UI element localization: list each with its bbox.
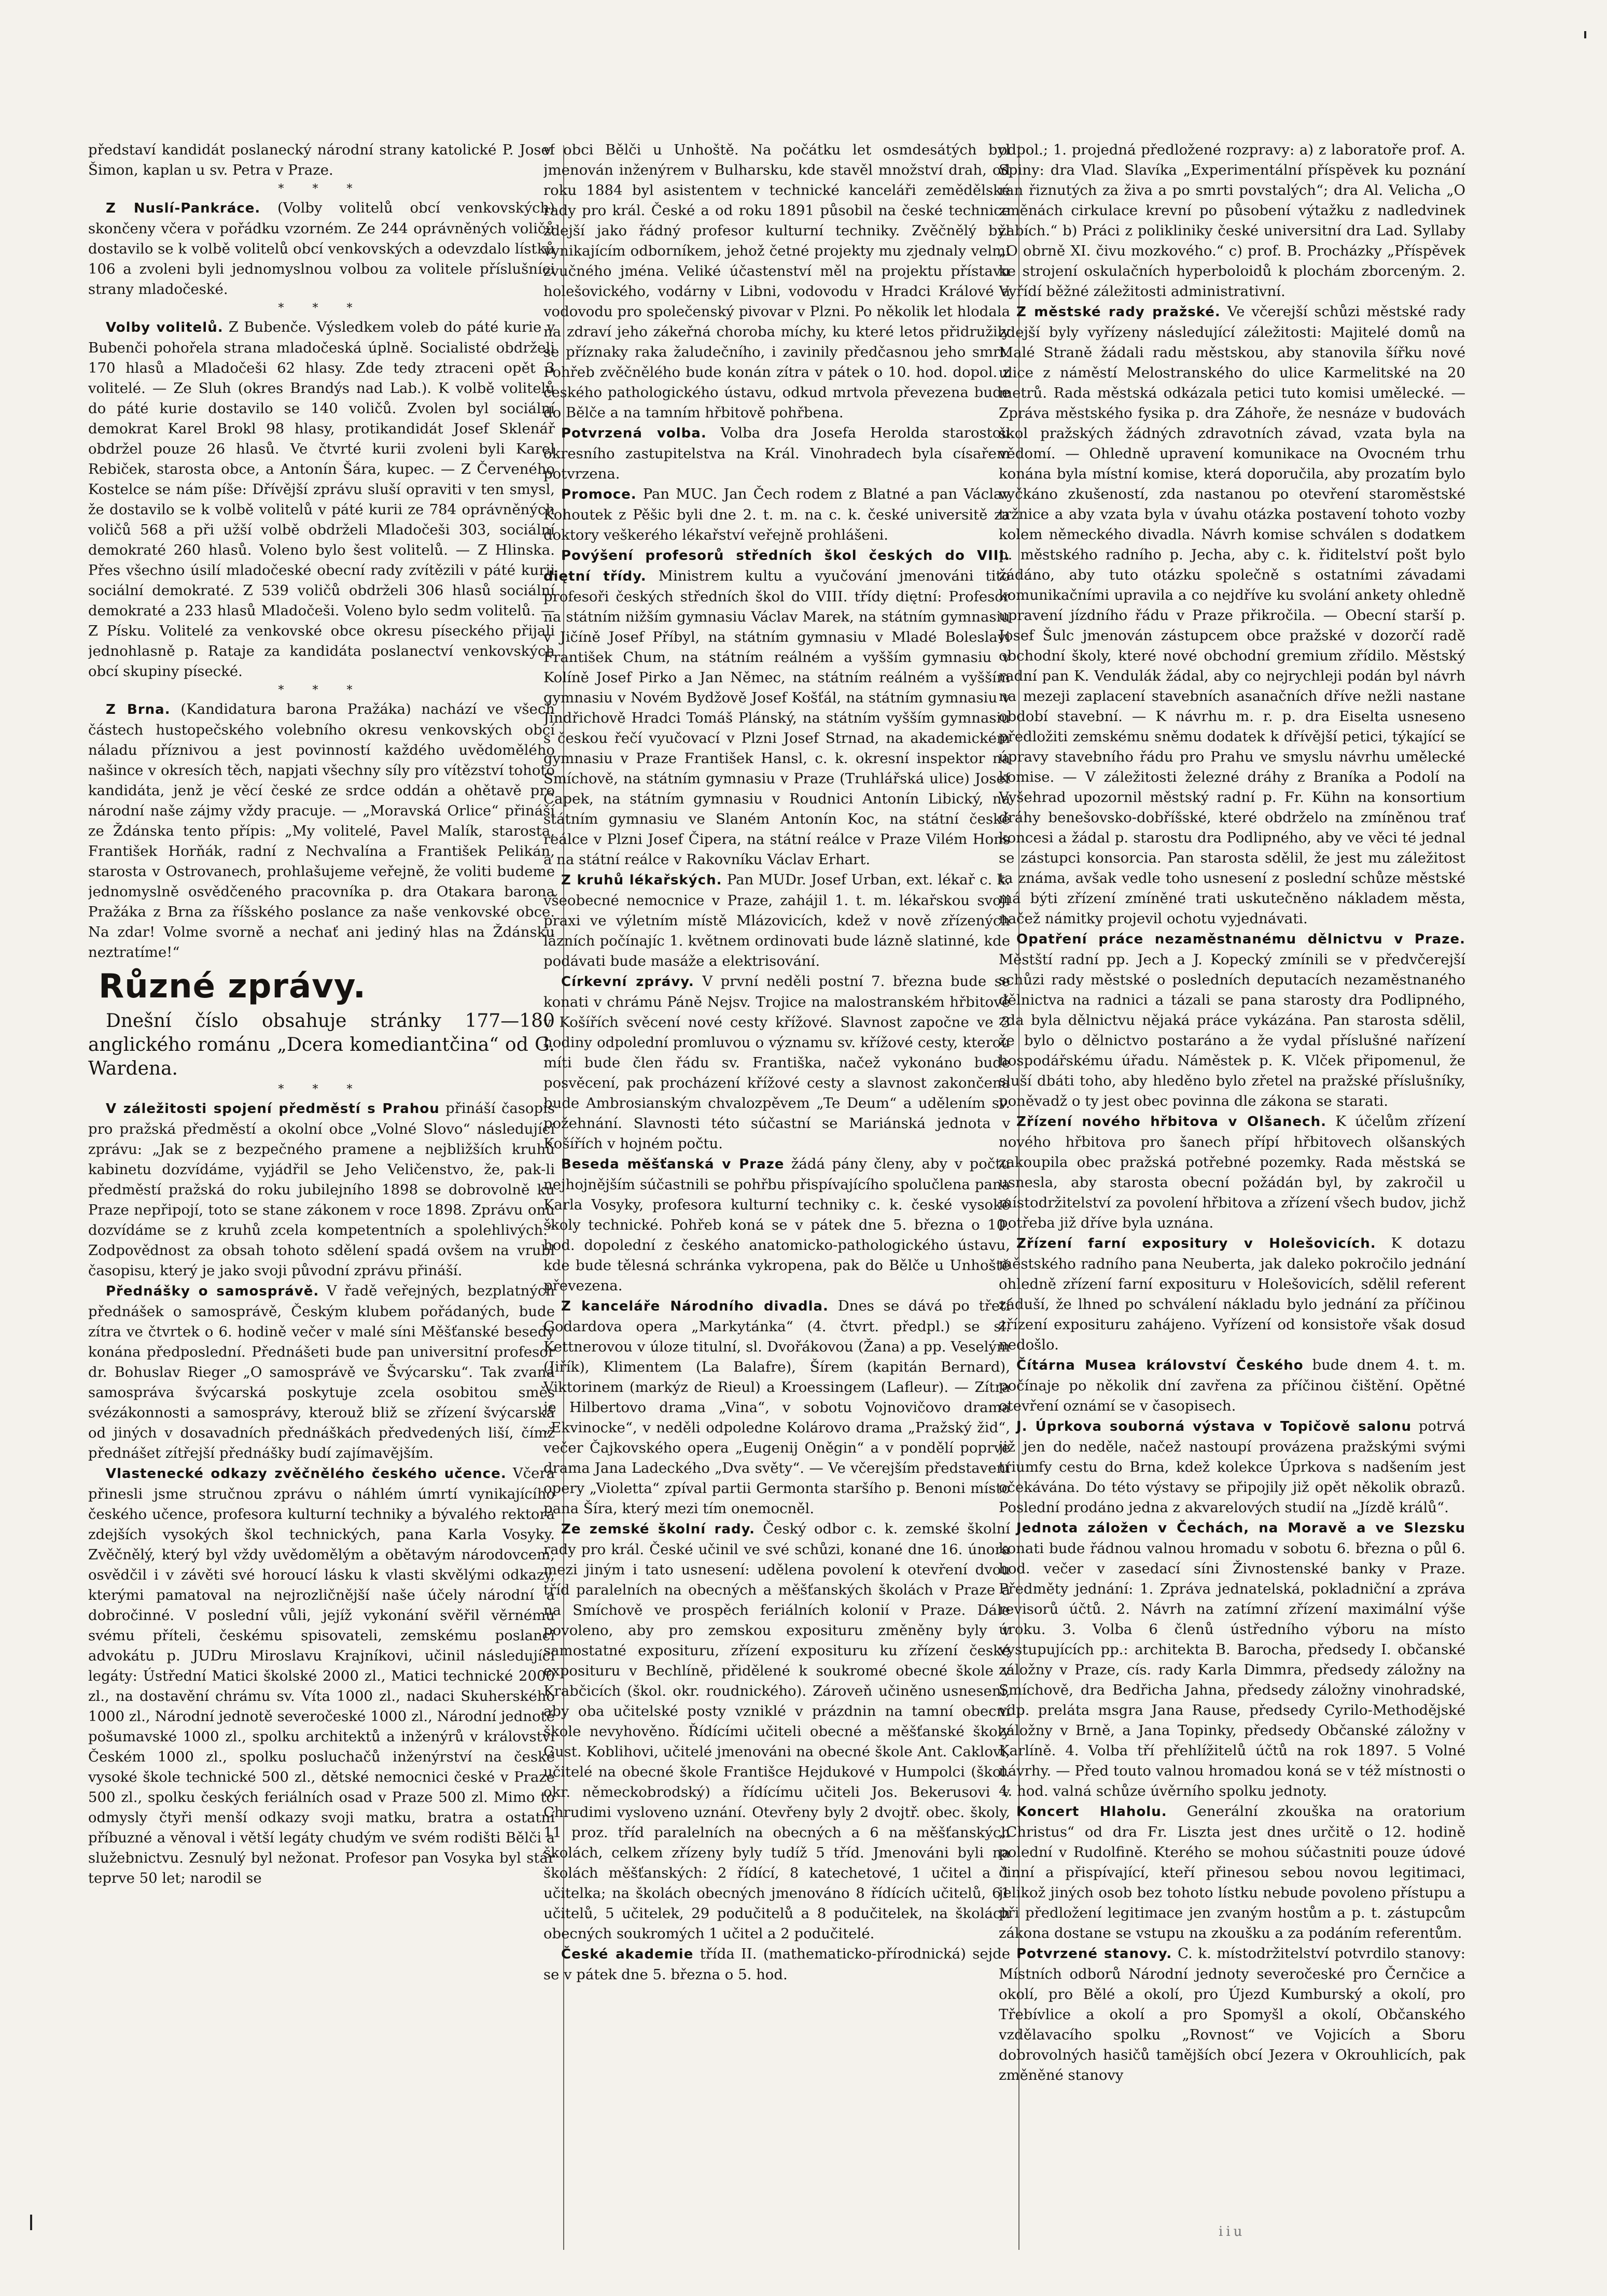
article-heading: Církevní zprávy. bbox=[561, 974, 694, 990]
article-body: V první neděli postní 7. března bude se konati v chrámu Páně Nejsv. Trojice na malostranském hřbitově v Košířích svěcení nové cesty křížové. Slavnost započne ve 3 hodiny odpolední promluvou o významu sv. křížové cesty, kterou míti bude člen řádu sv. Františka, načež vykonáno bude posvěcení, pak procházení křížové cesty a slavnost zakončena bude Ambrosianským chvalozpěvem „Te Deum“ a udělením sv. požehnání. Slavnosti této súčastní se Mariánská jednota v Košířích v hojném počtu. bbox=[543, 973, 1010, 1152]
article-body: Český odbor c. k. zemské školní rady pro král. České učinil ve své schůzi, konané dne 16. února mezi jiným i tato usnesení: udělena povolení k otevření dvou tříd paralelních na obecných a měšťanských školách v Praze a na Smíchově ve prospěch feriálních kolonií v Praze. Dále povoleno, aby pro zemskou exposituru změněny byly v samostatné exposituru, zřízení exposituru ku zřízení české exposituru v Bechlíně, přidělené k soukromé obecné škole v Krabčicích (škol. okr. roudnického). Zároveň učiněno usnesení, aby oba učitelské posty vzniklé v prázdnin na tamní obecní škole nevyhověno. Řídícími učiteli obecné a měšťanské školy Gust. Koblihovi, učitelé jmenováni na obecné škole Ant. Caklovi, učitelé na obecné škole Františce Hejdukové v Humpolci (škol. okr. německobrodský) a řídícímu učiteli Jos. Bekerusovi v Chrudimi vysloveno uznání. Otevřeny byly 2 dvojtř. obec. školy, 11 proz. tříd paralelních na obecných a 6 na měšťanských školách, celkem zřízeny byly tudíž 5 tříd. Jmenováni byli na školách měšťanských: 2 řídící, 8 katechetové, 1 učitel a 1 učitelka; na školách obecných jmenováno 8 řídících učitelů, 61 učitelů, 5 učitelek, 29 podučitelů a 8 podučitelek, na školách obecných soukromých 1 učitel a 2 podučitelé. bbox=[543, 1520, 1010, 1942]
corner-mark bbox=[1584, 31, 1586, 38]
article-body: Pan MUDr. Josef Urban, ext. lékař c. k. všeobecné nemocnice v Praze, zahájil 1. t. m. lékařskou svoji praxi ve výletním místě Mlázovicích, kdež v nově zřízených lázních počínajíc 1. květnem ordinovati bude lázně slatinné, kde podávati bude masáže a elektrisování. bbox=[543, 871, 1010, 969]
article-paragraph: odpol.; 1. projedná předložené rozpravy: a) z laboratoře prof. A. Spiny: dra Vlad. Slavíka „Experimentální příspěvek ku poznání ran řiznutých za živa a po smrti povstalých“; dra Al. Velicha „O změnách cirkulace krevní po působení výtažku z nadledvinek žabích.“ b) Práci z polikliniky české universitní dra Lad. Syllaby „O obrně XI. čivu mozkového.“ c) prof. B. Procházky „Příspěvek ke strojení oskulačních hyperboloidů k plochám zborceným. 2. Vyřídí běžné záležitosti administrativní. bbox=[999, 142, 1465, 300]
article-heading: Zřízení nového hřbitova v Olšanech. bbox=[1016, 1114, 1326, 1130]
article-expositura bbox=[999, 1233, 1465, 1355]
article-body: (Volby volitelů obcí venkovských) skončeny včera v pořádku vzorném. Ze 244 oprávněných voličů dostavilo se k volbě volitelů obcí venkovských a odevzdalo lístků 106 a zvoleni byli jednomyslnou volbou za volitele příslušníci strany mladočeské. bbox=[88, 200, 555, 298]
article-heading: Jednota záložen v Čechách, na Moravě a ve Slezsku bbox=[1016, 1520, 1465, 1536]
article-heading: České akademie bbox=[561, 1947, 694, 1962]
article-profesori bbox=[543, 545, 1010, 870]
article-body: Ve včerejší schůzi městské rady zdejší byly vyřízeny následující záležitosti: Majitelé domů na Malé Straně žádali radu městskou, aby stanovila šířku nové ulice z náměstí Melostranského do ulice Karmelitské na 20 metrů. Rada městská odkázala petici tuto komisi umělecké. — Zpráva městského fysika p. dra Záhoře, že nesnáze v budovách škol pražských žádných zdravotních závad, vzata byla na vědomí. — Ohledně upravení komunikace na Ovocném trhu konána byla místní komise, která doporučila, aby prozatím bylo vyčkáno zkušeností, zda nastanou po otevření staroměstské tržnice a aby vzata byla v úvahu otázka postavení tohoto vozby kolem německého divadla. Návrh komise schválen s dodatkem p. městského radního p. Jecha, aby c. k. řiditelství pošt bylo žádáno, aby tuto otázku společně s ostatními závadami komunikačními upravila a co nejdříve ku svolání ankety ohledně upravení jízdního řádu v Praze přikročila. — Obecní starší p. Josef Šulc jmenován zástupcem obce pražské v dozorčí radě obchodní školy, které nové obchodní gremium zřídilo. Městský radní pan K. Vendulák žádal, aby co nejrychleji podán byl návrh na mezeji zaplacení stavebních asanačních dříve nežli nastane období stavební. — K návrhu m. r. p. dra Eiselta usneseno předložiti zemskému sněmu dodatek k dřívější petici, týkající se úpravy stavebního řádu pro Prahu ve smyslu návrhu umělecké komise. — V záležitosti železné dráhy z Braníka a Podolí na Vyšehrad upozornil městský radní p. Fr. Kühn na konsortium dráhy benešovsko-dobříšské, které obdrželo na zmíněnou trať koncesi a žádal p. starostu dra Podlipného, aby ve věci té jednal se zástupci konsorcia. Pan starosta sdělil, že jest mu záležitost ta známa, avšak vedle toho usnesení z poslední schůze městské má býti zřízení zmíněné trati uskutečněno nákladem města, načež námitky projevil ochotu vyjednávati. bbox=[999, 303, 1465, 927]
article-upka bbox=[999, 1416, 1465, 1518]
article-beseda bbox=[543, 1154, 1010, 1296]
article-heading: Promoce. bbox=[561, 487, 637, 502]
article-heading: Z Brna. bbox=[106, 702, 171, 717]
article-heading: Potvrzené stanovy. bbox=[1016, 1946, 1172, 1962]
article-body: žádá pány členy, aby v počtu nejhojnějším súčastnili se pohřbu přispívajícího spolučlena pana Karla Vosyky, profesora kulturní techniky c. k. české vysoké školy technické. Pohřeb koná se v pátek dne 5. března o 10. hod. dopolední z českého anatomicko-pathologického ústavu, kde bude tělesná schránka vykropena, pak do Bělče u Unhoště převezena. bbox=[543, 1156, 1010, 1294]
section-title: Různé zprávy. bbox=[99, 967, 367, 1006]
article-body: potrvá již jen do neděle, načež nastoupí provázena pražskými svými triumfy cestu do Brna, kdež kolekce Úprkova s nadšením jest očekávána. Do této výstavy se připojily již opět několik obrazů. Poslední prodáno jedna z akvarelových studií na „Jízdě králů“. bbox=[999, 1418, 1465, 1516]
article-heading: Zřízení farní expositury v Holešovicích. bbox=[1016, 1236, 1376, 1251]
article-paragraph: v obci Bělči u Unhoště. Na počátku let osmdesátých byl jmenován inženýrem v Bulharsku, kde stavěl množství drah, od roku 1884 byl asistentem v technické kanceláři zemědělské rady pro král. České a od roku 1891 působil na české technice zdejší jako řádný profesor kulturní techniky. Zvěčnělý byl vynikajícím odborníkem, jehož četné projekty mu zjednaly velmi zvučného jména. Veliké účastenství měl na projektu přístavu holešovického, vodárny v Libni, vodovodu v Hradci Králové a vodovodu pro společenský pivovar v Plzni. Po několik let hlodala na zdraví jeho zákeřná choroba míchy, ku které letos přidružily se příznaky raka žaludečního, i zavinily předčasnou jeho smrt. Pohřeb zvěčnělého bude konán zítra v pátek o 10. hod. dopol. z českého pathologického ústavu, odkud mrtvola převezena bude do Bělče a na tamním hřbitově pohřbena. bbox=[543, 142, 1010, 421]
article-heading: Z městské rady pražské. bbox=[1016, 304, 1221, 320]
article-body: Dnes se dává po třetí Godardova opera „Markytánka“ (4. čtvrt. předpl.) se sl. Kettnerovou v úloze titulní, sl. Dvořákovou (Žana) a pp. Veselým (Jiřík), Klimentem (La Balafre), Šírem (kapitán Bernard), Viktorinem (markýz de Rieul) a Kroessingem (Lafleur). — Zítra je Hilbertovo drama „Vina“, v sobotu Vojnovičovo drama „Ekvinocke“, v neděli odpoledne Kolárovo drama „Pražský žid“, večer Čajkovského opera „Eugenij Oněgin“ a v pondělí poprve drama Jana Ladeckého „Dva světy“. — Ve včerejším představení opery „Violetta“ zpíval partii Germonta staršího p. Benoni místo pana Šíra, který mezi tím onemocněl. bbox=[543, 1298, 1010, 1517]
article-prednasky bbox=[88, 1281, 555, 1463]
article-body: Ministrem kultu a vyučování jmenováni tito profesoři českých středních škol do VIII. třídy diętní: Profesor na státním nižším gymnasiu Václav Marek, na státním gymnasiu v Jičíně Josef Příbyl, na státním gymnasiu v Mladé Boleslavi František Chum, na státním reálném a vyšším gymnasiu v Kolíně Josef Pirko a Jan Němec, na státním reálném a vyšším gymnasiu v Novém Bydžově Josef Košťál, na státním gymnasiu v Jindřichově Hradci Tomáš Plánský, na státním vyšším gymnasiu s českou řečí vyučovací v Plzni Josef Strnad, na akademickém gymnasiu v Praze František Hansl, c. k. okresní inspektor na Smíchově, na státním gymnasiu v Praze (Truhlářská ulice) Josef Čapek, na státním gymnasiu v Roudnici Antonín Libický, na státním gymnasiu ve Slaném Antonín Koc, na státní české reálce v Plzni Josef Čipera, na státní reálce v Praze Vilém Hons a na státní reálce v Rakovníku Václav Erhart. bbox=[543, 568, 1010, 868]
margin-mark bbox=[30, 2215, 32, 2230]
article-paragraph: představí kandidát poslanecký národní strany katolické P. Josef Šimon, kaplan u sv. Petra v Praze. bbox=[88, 142, 555, 178]
article-divadlo bbox=[543, 1296, 1010, 1519]
article-heading: Povýšení profesorů středních škol českých do VIII. diętní třídy. bbox=[543, 548, 1010, 584]
article-hrbitov bbox=[999, 1111, 1465, 1233]
section-divider: * * * bbox=[278, 182, 365, 195]
article-nusle bbox=[88, 198, 555, 300]
article-citarna bbox=[999, 1355, 1465, 1416]
article-brno bbox=[88, 699, 555, 963]
article-body: Městští radní pp. Jech a J. Kopecký zmínili se v předvčerejší schůzi rady městské o posledních deputacích nezaměstnaného dělnictva na radnici a tázali se pana starosty dra Podlipného, zda byla dělnictvu nějaká práce vykázána. Pan starosta sdělil, že bylo o dělnictvo postaráno a že vydal příslušné nařízení hospodářskému úřadu. Náměstek p. K. Vlček připomenul, že sluší dbáti toho, aby hleděno bylo zřetel na pražské příslušníky, poněvadž o ty jest obec povinna dle zákona se starati. bbox=[999, 951, 1465, 1109]
article-mestske bbox=[999, 302, 1465, 929]
article-heading: Beseda měšťanská v Praze bbox=[561, 1157, 785, 1172]
article-heading: J. Úprkova souborná výstava v Topičově salonu bbox=[1016, 1419, 1412, 1434]
article-zalozny bbox=[999, 1518, 1465, 1801]
article-body: K účelům zřízení nového hřbitova pro šanech přípí hřbitovech olšanských zakoupila obec pražská potřebné pozemky. Rada městská se usnesla, aby starosta obecní požádán byl, by zakročil u místodržitelství za povolení hřbitova a zřízení všech budov, jichž potřeba již dříve byla uznána. bbox=[999, 1113, 1465, 1231]
article-heading: Ze zemské školní rady. bbox=[561, 1522, 756, 1537]
article-body: Pan MUC. Jan Čech rodem z Blatné a pan Václav Kohoutek z Pěšic byli dne 2. t. m. na c. k. české universitě za doktory veškerého lékařství veřejně prohlášeni. bbox=[543, 486, 1010, 543]
article-heading: Volby volitelů. bbox=[106, 320, 223, 335]
article-body: V řadě veřejných, bezplatných přednášek o samosprávě, Českým klubem pořádaných, bude zítra ve čtvrtek o 6. hodině večer v malé síni Měšťanské besedy konána předposlední. Přednášeti bude pan universitní profesor dr. Bohuslav Rieger „O samosprávě ve Švýcarsku“. Tak zvaná samospráva švýcarská poskytuje zcela osobitou směs svézákonnosti a samosprávy, kterouž bliž se zřízení švýcarská od jiných v dosavadních přednáškách předvedených liší, čímž přednášet zítřejší přednášky budí zajímavějším. bbox=[88, 1283, 555, 1461]
column-left bbox=[88, 140, 555, 2255]
lead-notice: Dnešní číslo obsahuje stránky 177—180 anglického románu „Dcera komediantčina“ od G. Wardena. bbox=[88, 1010, 555, 1079]
article-body: Z Bubenče. Výsledkem voleb do páté kurie v Bubenči pohořela strana mladočeská úplně. Socialisté obdrželi 170 hlasů a Mladočeši 62 hlasy. Zde tedy ztraceni opět 3 volitelé. — Ze Sluh (okres Brandýs nad Lab.). K volbě volitelů do páté kurie dostavilo se 140 voličů. Zvolen byl sociální demokrat Karel Brokl 98 hlasy, protikandidát Josef Sklenář obdržel pouze 26 hlasů. Ve čtvrté kurii zvoleni byli Karel Rebiček, starosta obce, a Antonín Šára, kupec. — Z Červeného Kostelce se nám píše: Dřívější zprávu sluší opraviti v ten smysl, že dostavilo se k volbě volitelů v páté kurii ze 784 oprávněných voličů 568 a při užší volbě obdrželi Mladočeši 303, sociální demokraté 260 hlasů. Voleno bylo šest volitelů. — Z Hlinska. Přes všechno úsilí mladočeské obecní rady zvítězili v páté kurii sociální demokraté. Z 539 voličů obdrželi 306 hlasů sociální demokraté a 233 hlasů Mladočeši. Voleno bylo sedm volitelů. — Z Písku. Volitelé za venkovské obce okresu píseckého přijali jednohlasně p. Rataje za kandidáta poslanectví venkovských obcí skupiny písecké. bbox=[88, 319, 555, 680]
article-heading: Z kruhů lékařských. bbox=[561, 872, 722, 888]
article-body: C. k. místodržitelství potvrdilo stanovy: Místních odborů Národní jednoty severočeské pro Černčice a okolí, pro Bělé a okolí, pro Újezd Kumburský a okolí, pro Třebívlice a okolí a pro Spomyšl a okolí, Občanského vzdělavacího spolku „Rovnost“ ve Vojicích a Sboru dobrovolných hasičů tamějších obcí Jezera v Okrouhlicích, pak změněné stanovy bbox=[999, 1945, 1465, 2083]
article-vosyka bbox=[88, 1463, 555, 1889]
article-body: bude dnem 4. t. m. počínaje po několik dní zavřena za příčinou čištění. Opětné otevření oznámí se v časopisech. bbox=[999, 1357, 1465, 1414]
article-promoce bbox=[543, 484, 1010, 545]
article-body: Včera přinesli jsme stručnou zprávu o náhlém úmrtí vynikajícího českého učence, profesora kulturní techniky a bývalého rektora zdejších vysokých škol technických, pana Karla Vosyky. Zvěčnělý, který byl vždy uvědomělým a obětavým národovcem, osvědčil i v závěti své horoucí lásku k vlasti skvělými odkazy, kterými pamatoval na nejrozličnější naše účely národní a dobročinné. V poslední vůli, jejíž vykonání svěřil věrnému svému příteli, českému spisovateli, zemskému poslanci advokátu p. JUDru Miroslavu Krajníkovi, učinil následující legáty: Ústřední Matici školské 2000 zl., Matici technické 2000 zl., na dostavění chrámu sv. Víta 1000 zl., nadaci Skuherského 1000 zl., Národní jednotě severočeské 1000 zl., Národní jednotě pošumavské 1000 zl., spolku architektů a inženýrů v království Českém 1000 zl., spolku posluchačů inženýrství na české vysoké škole technické 500 zl., dětské nemocnici české v Praze 500 zl., spolku českých feriálních osad v Praze 500 zl. Mimo to odmysly čtyři menší odkazy svoji matku, bratra a ostatní příbuzné a věnoval i větší legáty chudým ve svém rodišti Bělči a služebnictvu. Zesnulý byl nežonat. Profesor pan Vosyka byl stár teprve 50 let; narodil se bbox=[88, 1465, 555, 1886]
article-body: K dotazu městského radního pana Neuberta, jak daleko pokročilo jednání ohledně zřízení farní exposituru v Holešovicích, sdělil referent záduší, že lhned po schválení nákladu bylo jednání za příčinou zřízení exposituru zahájeno. Vyřízení od konsistoře však dosud nedošlo. bbox=[999, 1235, 1465, 1353]
section-divider: * * * bbox=[278, 1083, 365, 1096]
article-body: třída II. (mathematicko-přírodnická) sejde se v pátek dne 5. března o 5. hod. bbox=[543, 1946, 1010, 1983]
column-right bbox=[999, 140, 1465, 2255]
article-body: (Kandidatura barona Pražáka) nachází ve všech částech hustopečského volebního okresu venkovských obcí náladu příznivou a jest povinností každého uvědomělého našince v okresích těch, napjati všechny síly pro vítězství tohoto kandidáta, jenž je věcí české ze srdce oddán a ohětavě pro národní naše zájmy vždy pracuje. — „Moravská Orlice“ přináší ze Ždánska tento přípis: „My volitelé, Pavel Malík, starosta, František Horňák, radní z Nechvalína a František Pelikán, starosta v Ostrovanech, prohlašujeme veřejně, že voliti budeme jednomyslně osvědčeného pracovníka p. dra Otakara barona Pražáka z Brna za říšského poslance za naše venkovské obce. Na zdar! Volme svorně a nechať ani jediný hlas na Ždánsku neztratíme!“ bbox=[88, 701, 555, 961]
section-divider: * * * bbox=[278, 302, 365, 315]
article-heading: Z Nuslí-Pankráce. bbox=[106, 201, 261, 216]
article-heading: Koncert Hlaholu. bbox=[1016, 1804, 1167, 1820]
article-body: konati bude řádnou valnou hromadu v sobotu 6. března o půl 6. hod. večer v zasedací síni Živnostenské banky v Praze. Předměty jednání: 1. Zpráva jednatelská, pokladniční a zpráva revisorů účtů. 2. Návrh na zatímní zřízení maximální výše úroku. 3. Volba 6 členů ústředního výboru na místo vystupujících pp.: architekta B. Barocha, předsedy I. občanské záložny v Praze, cís. rady Karla Dimmra, předsedy záložny na Smíchově, dra Bedřicha Jahna, předsedy záložny vinohradské, vdp. preláta msgra Jana Rause, předsedy Cyrilo-Methodějské záložny v Brně, a Jana Topinky, předsedy Občanské záložny v Karlíně. 4. Volba tří přehlížitelů účtů na rok 1897. 5 Volné návrhy. — Před touto valnou hromadou koná se v též místnosti o 4. hod. valná schůze úvěrního spolku jednoty. bbox=[999, 1540, 1465, 1799]
article-heading: Čítárna Musea království Českého bbox=[1016, 1358, 1304, 1373]
faint-footer-text: iiu bbox=[1219, 2224, 1246, 2239]
article-nezamestnani bbox=[999, 929, 1465, 1111]
column-middle bbox=[543, 140, 1010, 2255]
article-body: přináší časopis pro pražská předměstí a okolní obce „Volné Slovo“ následující zprávu: „Jak se z bezpečného pramene a nejbližších kruhů kabinetu dozvídáme, vyjádřil se Jeho Veličenstvo, že, pak-li předměstí pražská do roku jubilejního 1898 se dobrovolně ku Praze nepřipojí, toto se stane zákonem v roce 1898. Zprávu onu dozvídáme se z kruhů zcela kompetentních a spolehlivých.“ Zodpovědnost za obsah tohoto sdělení spadá ovšem na vrubl časopisu, který je jako svoji původní zprávu přináší. bbox=[88, 1100, 555, 1279]
article-spojeni bbox=[88, 1098, 555, 1281]
article-cirkevni bbox=[543, 971, 1010, 1154]
article-heading: Přednášky o samosprávě. bbox=[106, 1284, 319, 1299]
article-body: Generální zkouška na oratorium „Christus“ od dra Fr. Liszta jest dnes určitě o 12. hodině polední v Rudolfině. Kterého se mohou súčastniti pouze údové činní a přispívající, kteří přinesou sebou novou legitimaci, jelikož jiných osob bez tohoto lístku nebude povoleno přístupu a při předložení legitimace jen zvaným hostům a p. t. zástupcům zákona dostane se vstupu na zkoušku a za podáním referentům. bbox=[999, 1803, 1465, 1941]
article-volby bbox=[88, 317, 555, 682]
article-heading: Vlastenecké odkazy zvěčnělého českého učence. bbox=[106, 1466, 507, 1482]
section-divider: * * * bbox=[278, 684, 365, 697]
article-koncert bbox=[999, 1801, 1465, 1943]
article-heading: Z kanceláře Národního divadla. bbox=[561, 1299, 829, 1314]
article-heading: Potvrzená volba. bbox=[561, 426, 707, 441]
article-skolni bbox=[543, 1519, 1010, 1944]
article-akademie bbox=[543, 1944, 1010, 1985]
article-heading: V záležitosti spojení předměstí s Prahou bbox=[106, 1101, 440, 1117]
article-heading: Opatření práce nezaměstnanému dělnictvu v Praze. bbox=[1016, 932, 1465, 947]
article-volba bbox=[543, 423, 1010, 484]
article-stanovy bbox=[999, 1943, 1465, 2086]
article-lekari bbox=[543, 870, 1010, 971]
article-body: Volba dra Josefa Herolda starostou okresního zastupitelstva na Král. Vinohradech byla císařem potvrzena. bbox=[543, 425, 1010, 482]
